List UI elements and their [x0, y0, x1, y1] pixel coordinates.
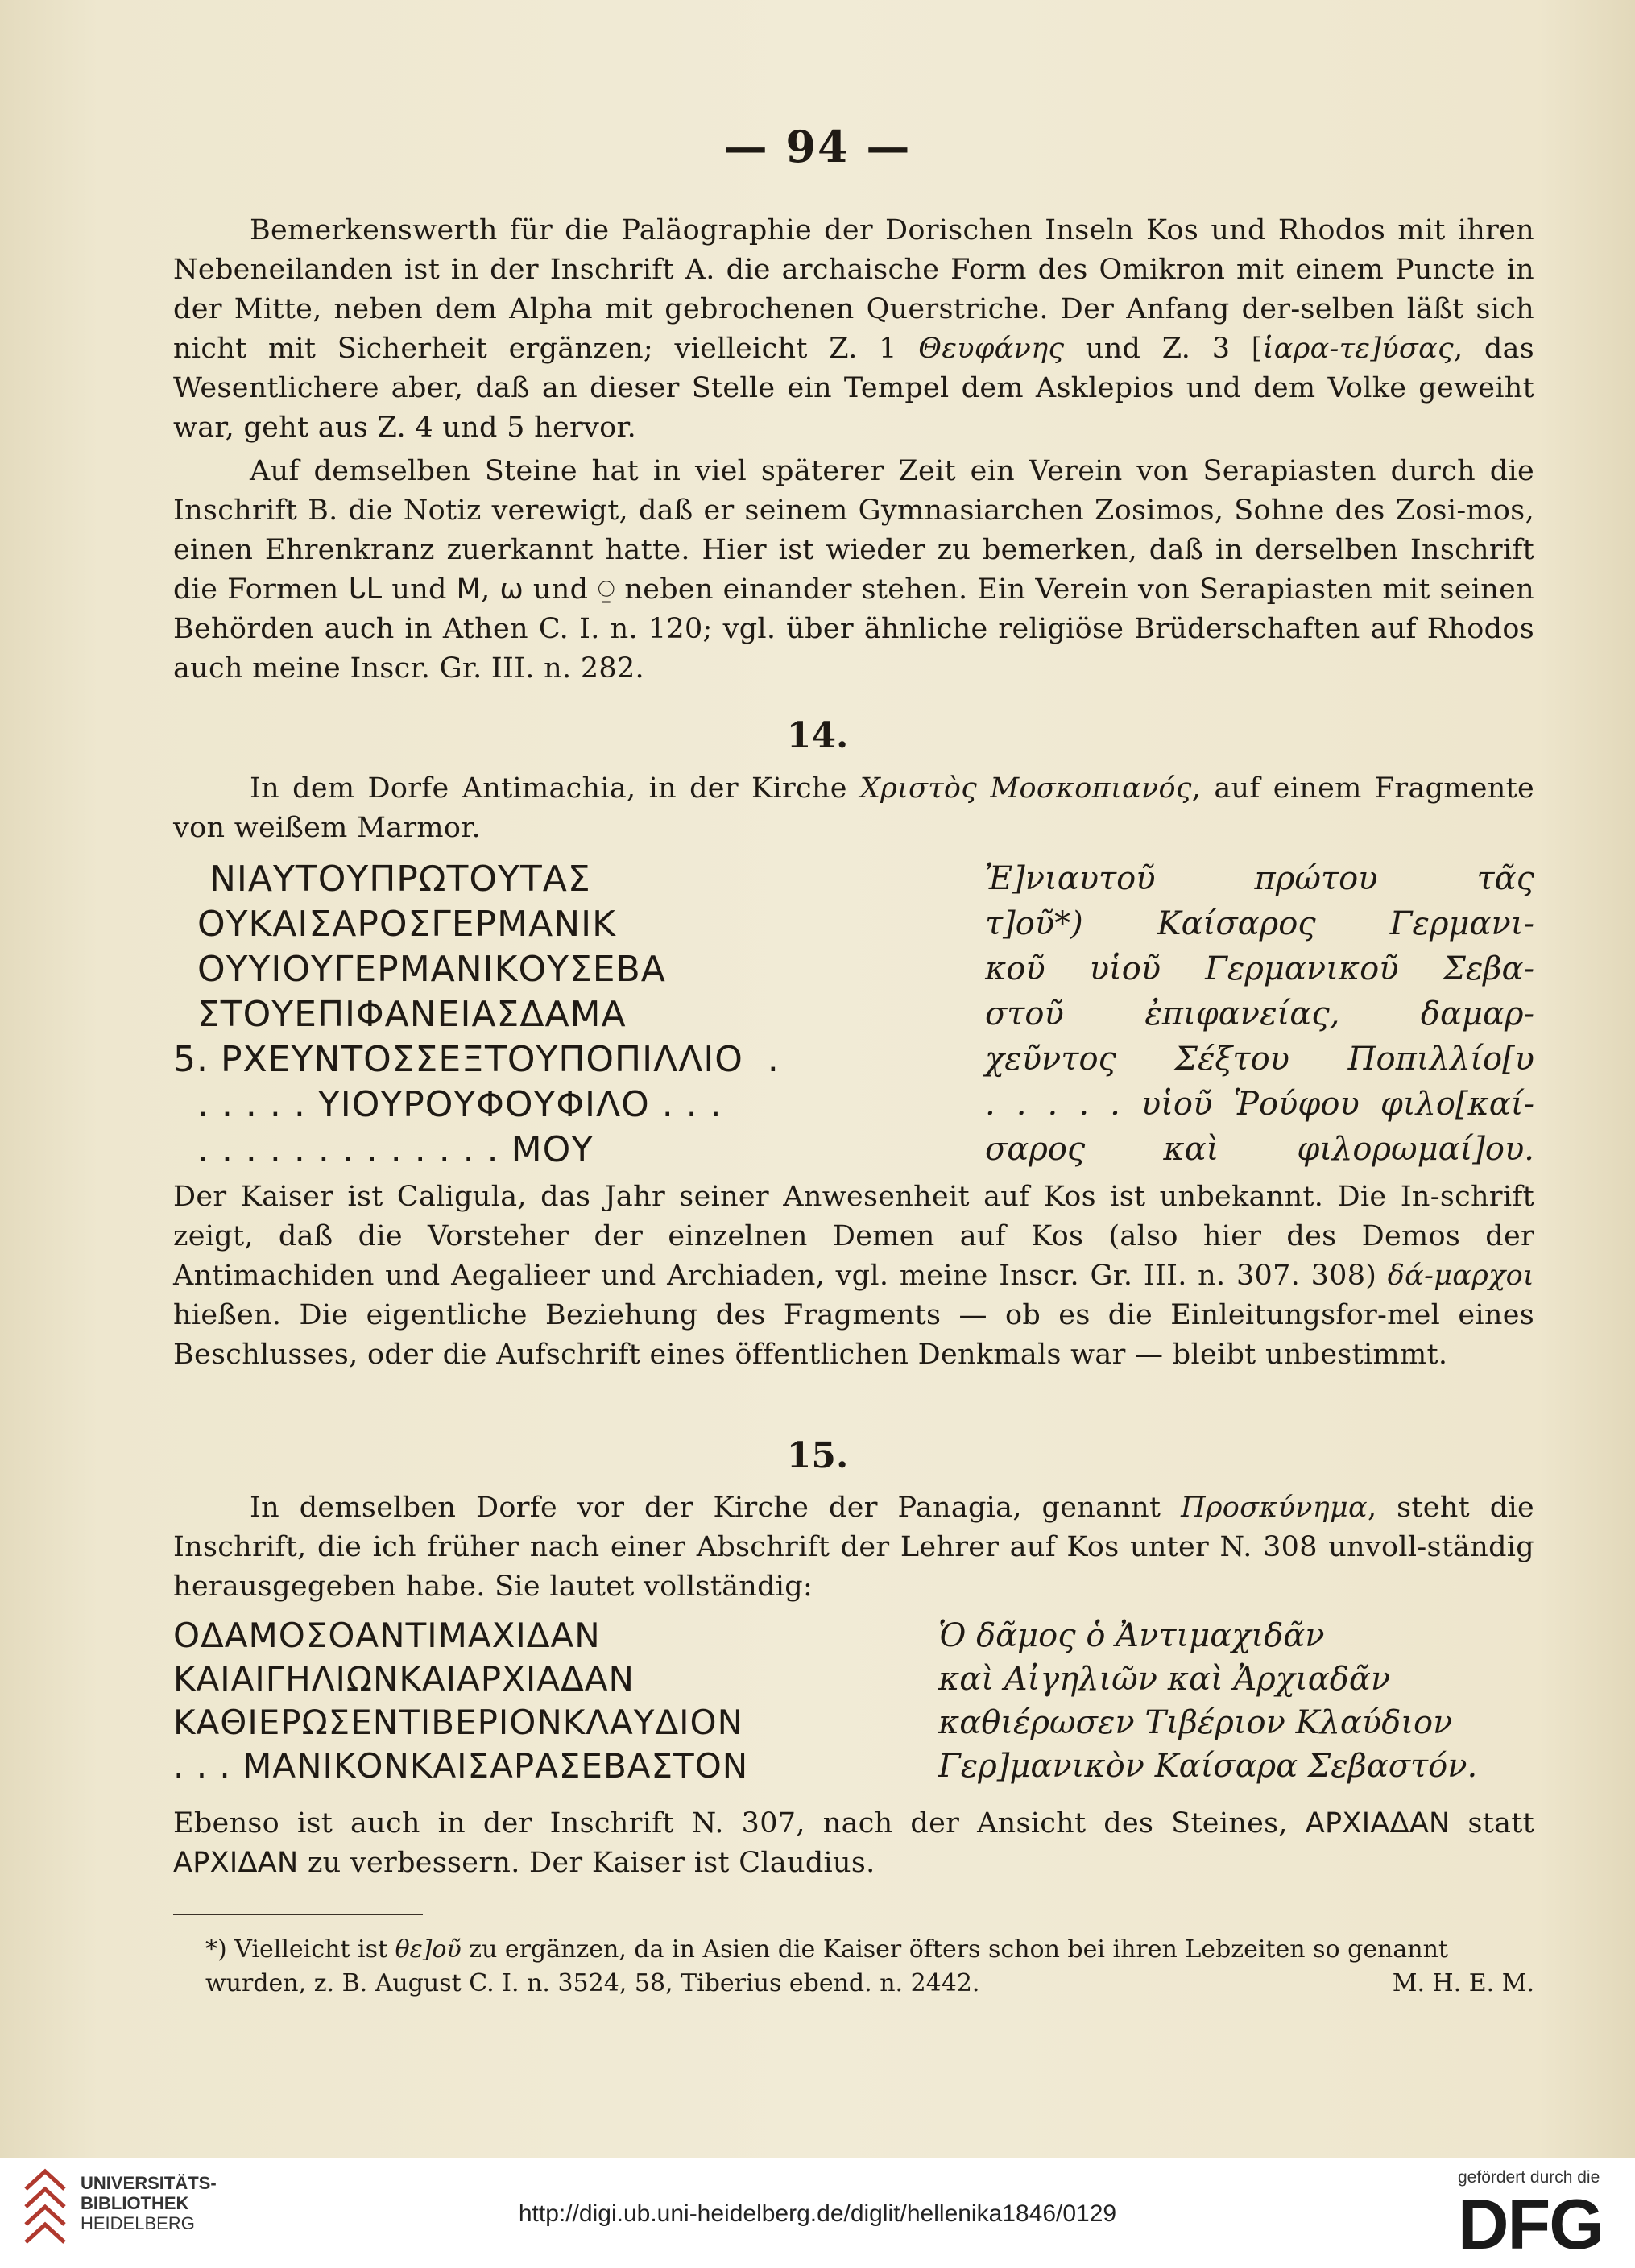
- inscription-line: [173, 859, 1534, 904]
- para2-text-a: Auf demselben Steine hat in viel späterer Zeit ein Verein von Serapiasten durch die Inschrift B. die Notiz verewigt, daß er seinem Gymnasiarchen Zosimos, Sohne des Zosi-mos, einen Ehrenkranz zuerkannt hatte. Hier ist wieder zu bemerken, daß in derselben Inschrift die Formen: [173, 455, 1534, 606]
- intro-text-2: und Z. 3 [: [1064, 333, 1263, 365]
- majuscule-text: ΟΥΚΑΙΣΑΡΟΣΓΕΡΜΑΝΙΚ: [173, 904, 616, 945]
- footnote-line-1: [205, 1933, 1534, 1967]
- footnote-greek: θε]οῦ: [395, 1935, 462, 1964]
- letterform-sample-2: M: [456, 573, 482, 606]
- minuscule-transcription: Ὁ δᾶμος ὁ Ἀντιμαχιδᾶν: [938, 1617, 1325, 1654]
- section-14-commentary: [173, 1177, 1534, 1375]
- majuscule-text: . . . ΜΑΝΙΚΟΝΚΑΙΣΑΡΑΣΕΒΑΣΤΟΝ: [173, 1746, 749, 1786]
- intro-greek-1: Θευφάνης: [918, 333, 1065, 365]
- s14-commentary-b: hießen. Die eigentliche Beziehung des Fragments — ob es die Einleitungsfor-mel eines Beschlusses, oder die Aufschrift eines öffentlichen Denkmals war — bleibt unbestimmt.: [173, 1299, 1534, 1371]
- viewer-footer: [0, 2158, 1635, 2268]
- library-line-1: UNIVERSITÄTS-: [81, 2173, 217, 2193]
- s15-intro-a: In demselben Dorfe vor der Kirche der Panagia, genannt: [250, 1492, 1182, 1524]
- inscription-line: [173, 1659, 1534, 1703]
- inscription-line: [173, 994, 1534, 1039]
- intro-paragraph: [173, 211, 1534, 448]
- permalink[interactable]: http://digi.ub.uni-heidelberg.de/diglit/hellenika1846/0129: [518, 2200, 1117, 2227]
- s14-commentary-a: Der Kaiser ist Caligula, das Jahr seiner Anwesenheit auf Kos ist unbekannt. Die In-schrift zeigt, daß die Vorsteher der einzelnen Demen auf Kos (also hier des Demos der Antimachiden und Aegalieer und Archiaden, vgl. meine Inscr. Gr. III. n. 307. 308): [173, 1181, 1534, 1292]
- s15-closing-a: Ebenso ist auch in der Inschrift N. 307, nach der Ansicht des Steines,: [173, 1807, 1306, 1840]
- majuscule-text: ΚΑΙΑΙΓΗΛΙΩΝΚΑΙΑΡΧΙΑΔΑΝ: [173, 1659, 635, 1699]
- footnote-text-c: wurden, z. B. August C. I. n. 3524, 58, Tiberius ebend. n. 2442.: [205, 1969, 980, 1997]
- section-15-intro: [173, 1488, 1534, 1607]
- section-14-number: 14.: [786, 715, 849, 756]
- minuscule-transcription: κοῦ υἱοῦ Γερμανικοῦ Σεβα-: [985, 950, 1534, 987]
- intro-greek-2: ἱαρα-τε]ύσας: [1262, 333, 1454, 365]
- section-14-intro: [173, 769, 1534, 848]
- para2-text-b: und: [382, 573, 457, 606]
- s14-intro-b: , auf einem Fragmente von weißem Marmor.: [173, 772, 1534, 844]
- minuscule-transcription: σαρος καὶ φιλορωμαί]ου.: [985, 1131, 1534, 1168]
- footnote-text-b: zu ergänzen, da in Asien die Kaiser öfters schon bei ihren Lebzeiten so genannt: [461, 1935, 1448, 1964]
- inscription-line: [173, 1616, 1534, 1659]
- s14-intro-greek: Χριστὸς Μοσκοπιανός: [859, 772, 1192, 805]
- majuscule-text: . . . . . ΥΙΟΥΡΟΥΦΟΥΦΙΛΟ . . .: [173, 1084, 722, 1125]
- serapiasten-paragraph: [173, 452, 1534, 689]
- inscription-line: [173, 1084, 1534, 1129]
- footnote-divider: [173, 1914, 423, 1915]
- page-number: — 94 —: [723, 121, 912, 172]
- section-15-closing: [173, 1804, 1534, 1883]
- inscription-line: [173, 1703, 1534, 1746]
- minuscule-transcription: τ]οῦ*) Καίσαρος Γερμανι-: [985, 905, 1534, 942]
- sponsor-caption: gefördert durch die: [1458, 2168, 1600, 2187]
- para2-text-c: ,: [481, 573, 500, 606]
- para2-text-d: und: [524, 573, 598, 606]
- intro-text-1: Bemerkenswerth für die Paläographie der Dorischen Inseln Kos und Rhodos mit ihren Nebeneilanden ist in der Inschrift A. die archaische Form des Omikron mit einem Puncte in der Mitte, neben dem Alpha mit gebrochenen Querstriche. Der Anfang der-selben läßt sich nicht mit Sicherheit ergänzen; vielleicht Z. 1: [173, 214, 1534, 365]
- majuscule-text: ΚΑΘΙΕΡΩΣΕΝΤΙΒΕΡΙΟΝΚΛΑΥΔΙΟΝ: [173, 1703, 744, 1742]
- dfg-logo: DFG: [1458, 2184, 1603, 2264]
- letterform-sample-1: ᒐᒪ: [348, 573, 383, 606]
- minuscule-transcription: στοῦ ἐπιφανείας, δαμαρ-: [985, 995, 1534, 1033]
- s15-closing-b: statt: [1450, 1807, 1534, 1840]
- s15-intro-greek: Προσκύνημα: [1181, 1492, 1368, 1524]
- letterform-sample-4: ⍜: [598, 573, 615, 606]
- majuscule-text: 5. ΡΧΕΥΝΤΟΣΣΕΞΤΟΥΠΟΠΙΛΛΙΟ .: [173, 1039, 780, 1080]
- minuscule-transcription: Ἐ]νιαυτοῦ πρώτου τᾶς: [985, 860, 1534, 897]
- minuscule-transcription: χεῦντος Σέξτου Ποπιλλίο[υ: [985, 1041, 1534, 1078]
- s15-intro-b: , steht die Inschrift, die ich früher nach einer Abschrift der Lehrer auf Kos unter N. 308 unvoll-ständig herausgegeben habe. Sie lautet vollständig:: [173, 1492, 1534, 1603]
- inscription-14: [173, 859, 1534, 1174]
- minuscule-transcription: καθιέρωσεν Τιβέριον Κλαύδιον: [938, 1704, 1453, 1741]
- s14-commentary-greek: δά-μαρχοι: [1387, 1260, 1534, 1292]
- s15-closing-word1: ΑΡΧΙΑΔΑΝ: [1305, 1807, 1451, 1840]
- majuscule-text: ΟΔΑΜΟΣΟΑΝΤΙΜΑΧΙΔΑΝ: [173, 1616, 601, 1655]
- inscription-line: [173, 904, 1534, 949]
- footnote-line-2: [205, 1967, 1534, 2001]
- para2-text-e: neben einander stehen. Ein Verein von Serapiasten mit seinen Behörden auch in Athen C. I. n. 120; vgl. über ähnliche religiöse Brüderschaften auf Rhodos auch meine Inscr. Gr. III. n. 282.: [173, 573, 1534, 685]
- majuscule-text: ΣΤΟΥΕΠΙΦΑΝΕΙΑΣΔΑΜΑ: [173, 994, 627, 1035]
- minuscule-transcription: . . . . . υἱοῦ Ῥούφου φιλο[καί-: [985, 1086, 1534, 1123]
- inscription-line: [173, 1746, 1534, 1790]
- majuscule-text: ΝΙΑΥΤΟΥΠΡΩΤΟΥΤΑΣ: [173, 859, 591, 900]
- footnote-text-a: *) Vielleicht ist: [205, 1935, 395, 1964]
- majuscule-text: ΟΥΥΙΟΥΓΕΡΜΑΝΙΚΟΥΣΕΒΑ: [173, 949, 666, 990]
- section-15-number: 15.: [786, 1435, 849, 1476]
- s14-intro-a: In dem Dorfe Antimachia, in der Kirche: [250, 772, 860, 805]
- minuscule-transcription: καὶ Αἰγηλιῶν καὶ Ἀρχιαδᾶν: [938, 1661, 1391, 1698]
- footnote: [205, 1933, 1534, 2001]
- letterform-sample-3: ω: [499, 573, 524, 606]
- inscription-line: [173, 1039, 1534, 1084]
- s15-closing-word2: ΑΡΧΙΔΑΝ: [173, 1847, 299, 1879]
- s15-closing-c: zu verbessern. Der Kaiser ist Claudius.: [298, 1847, 875, 1879]
- inscription-line: [173, 1129, 1534, 1174]
- majuscule-text: . . . . . . . . . . . . . ΜΟΥ: [173, 1129, 594, 1170]
- author-signature: M. H. E. M.: [1392, 1969, 1534, 1997]
- library-line-3: HEIDELBERG: [81, 2213, 195, 2233]
- minuscule-transcription: Γερ]μανικὸν Καίσαρα Σεβαστόν.: [938, 1748, 1478, 1785]
- inscription-line: [173, 949, 1534, 994]
- intro-text-3: , das Wesentlichere aber, daß an dieser Stelle ein Tempel dem Asklepios und dem Volke geweiht war, geht aus Z. 4 und 5 hervor.: [173, 333, 1534, 444]
- library-line-2: BIBLIOTHEK: [81, 2193, 189, 2213]
- inscription-15: [173, 1616, 1534, 1790]
